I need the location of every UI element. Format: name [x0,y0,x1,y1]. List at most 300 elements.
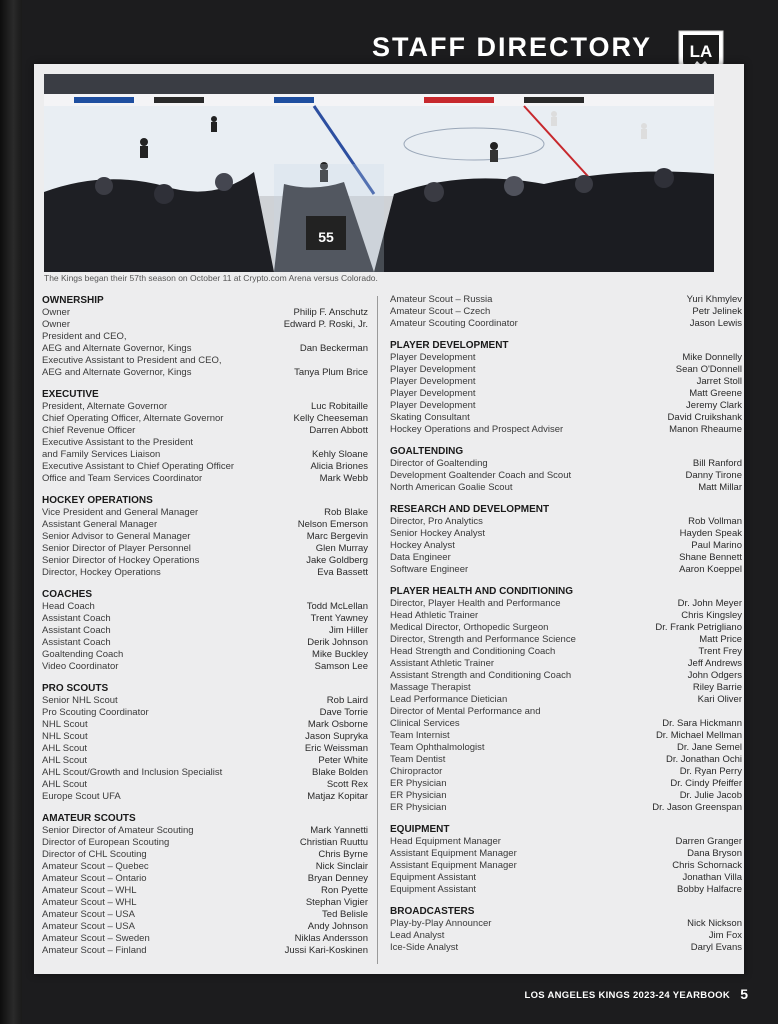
staff-name: Chris Byrne [318,849,368,860]
staff-row [390,482,742,494]
arena-photo [44,74,714,272]
staff-name: Ted Belisle [322,909,368,920]
staff-role: Director, Pro Analytics [390,516,483,527]
staff-role: Amateur Scout – Russia [390,294,493,305]
staff-row [390,412,742,424]
staff-name: Jeff Andrews [687,658,742,669]
staff-role: AEG and Alternate Governor, Kings [42,343,192,354]
staff-name: Stephan Vigier [305,897,368,908]
staff-role: Skating Consultant [390,412,470,423]
staff-row [390,634,742,646]
staff-row [42,719,368,731]
staff-name: Kari Oliver [697,694,742,705]
staff-role: Director of European Scouting [42,837,170,848]
staff-role: North American Goalie Scout [390,482,513,493]
staff-role: Assistant General Manager [42,519,158,530]
staff-row [390,564,742,576]
staff-name: Niklas Andersson [294,933,368,944]
staff-name: Mike Donnelly [682,352,742,363]
staff-name: Chris Schornack [672,860,742,871]
staff-row [42,695,368,707]
staff-name: Dr. Julie Jacob [679,790,742,801]
staff-row [390,352,742,364]
staff-name: Petr Jelinek [692,306,742,317]
staff-role: Owner [42,319,70,330]
staff-row [42,909,368,921]
staff-role: Player Development [390,376,476,387]
page-title: STAFF DIRECTORY [372,32,653,62]
staff-role: Video Coordinator [42,661,119,672]
staff-role: Play-by-Play Announcer [390,918,492,929]
staff-role: Player Development [390,388,476,399]
staff-row [390,860,742,872]
staff-row [390,706,742,718]
staff-name: Samson Lee [314,661,368,672]
staff-row [42,343,368,355]
staff-row [42,307,368,319]
staff-name: Matt Price [699,634,742,645]
section-title: PLAYER DEVELOPMENT [390,340,509,351]
staff-name: Manon Rheaume [669,424,742,435]
staff-role: and Family Services Liaison [42,449,161,460]
section-title: GOALTENDING [390,446,464,457]
staff-row [390,388,742,400]
staff-name: Dr. Jane Semel [677,742,742,753]
staff-role: AEG and Alternate Governor, Kings [42,367,192,378]
staff-name: Shane Bennett [679,552,742,563]
staff-row [42,933,368,945]
staff-name: Mark Webb [319,473,368,484]
staff-row [390,294,742,306]
staff-name: Eva Bassett [317,567,368,578]
staff-row [42,555,368,567]
staff-role: Senior Director of Amateur Scouting [42,825,194,836]
staff-role: Pro Scouting Coordinator [42,707,149,718]
staff-row [390,872,742,884]
staff-role: Assistant Equipment Manager [390,848,517,859]
staff-role: Massage Therapist [390,682,471,693]
staff-row [42,945,368,957]
staff-row [390,778,742,790]
staff-name: Andy Johnson [307,921,368,932]
staff-name: Jason Supryka [305,731,368,742]
staff-name: Jake Goldberg [306,555,368,566]
staff-name: Sean O'Donnell [675,364,742,375]
staff-row [42,625,368,637]
staff-row [390,516,742,528]
staff-row [42,473,368,485]
staff-role: Goaltending Coach [42,649,124,660]
staff-role: Lead Performance Dietician [390,694,508,705]
staff-name: Jarret Stoll [696,376,742,387]
staff-name: Peter White [318,755,368,766]
staff-row [42,861,368,873]
staff-row [390,754,742,766]
staff-role: Senior NHL Scout [42,695,118,706]
staff-role: President and CEO, [42,331,127,342]
staff-role: Equipment Assistant [390,872,477,883]
staff-row [42,731,368,743]
staff-role: Director, Strength and Performance Science [390,634,576,645]
staff-name: John Odgers [687,670,742,681]
staff-role: Vice President and General Manager [42,507,199,518]
staff-name: Dr. Frank Petrigliano [655,622,742,633]
staff-row [390,610,742,622]
staff-role: Director of Mental Performance and [390,706,541,717]
staff-row [390,552,742,564]
staff-role: Office and Team Services Coordinator [42,473,203,484]
staff-name: Nelson Emerson [297,519,368,530]
staff-role: Assistant Coach [42,625,111,636]
staff-name: Jeremy Clark [686,400,742,411]
staff-role: Medical Director, Orthopedic Surgeon [390,622,549,633]
staff-row [390,400,742,412]
staff-row [42,567,368,579]
staff-name: Hayden Speak [679,528,742,539]
staff-role: ER Physician [390,778,447,789]
staff-row [390,730,742,742]
staff-row [42,649,368,661]
staff-role: Europe Scout UFA [42,791,121,802]
staff-name: Rob Vollman [688,516,742,527]
directory-section [42,294,368,379]
staff-row [42,401,368,413]
staff-role: Equipment Assistant [390,884,477,895]
staff-row [390,790,742,802]
staff-role: Director of Goaltending [390,458,488,469]
staff-row [390,682,742,694]
section-title: OWNERSHIP [42,295,104,306]
staff-row [390,622,742,634]
staff-row [390,540,742,552]
staff-role: Executive Assistant to the President [42,437,194,448]
staff-row [390,458,742,470]
staff-role: Hockey Analyst [390,540,455,551]
staff-row [42,601,368,613]
staff-role: Amateur Scout – USA [42,909,135,920]
staff-row [42,791,368,803]
staff-name: Jussi Kari-Koskinen [284,945,368,956]
staff-name: Matjaz Kopitar [307,791,368,802]
staff-role: Development Goaltender Coach and Scout [390,470,572,481]
staff-role: Player Development [390,364,476,375]
staff-name: Dr. Cindy Pfeiffer [670,778,742,789]
staff-row [42,507,368,519]
staff-row [390,646,742,658]
staff-row [42,461,368,473]
staff-name: David Cruikshank [667,412,742,423]
staff-row [42,437,368,449]
staff-name: Eric Weissman [304,743,368,754]
staff-row [42,531,368,543]
staff-name: Mark Yannetti [310,825,368,836]
directory-section [42,588,368,673]
directory-section [390,445,742,494]
staff-row [390,470,742,482]
staff-name: Jason Lewis [689,318,742,329]
staff-row [42,873,368,885]
staff-row [390,802,742,814]
section-title: AMATEUR SCOUTS [42,813,136,824]
staff-row [42,637,368,649]
staff-role: Senior Director of Hockey Operations [42,555,200,566]
section-title: EQUIPMENT [390,824,450,835]
staff-role: Amateur Scout – USA [42,921,135,932]
staff-row [42,543,368,555]
staff-row [390,670,742,682]
staff-row [42,779,368,791]
staff-name: Tanya Plum Brice [294,367,368,378]
staff-name: Mark Osborne [307,719,368,730]
staff-role: Director, Hockey Operations [42,567,161,578]
staff-row [390,364,742,376]
staff-row [390,848,742,860]
staff-row [42,743,368,755]
staff-name: Jim Hiller [328,625,368,636]
staff-name: Matt Greene [689,388,742,399]
staff-row [390,598,742,610]
staff-name: Marc Bergevin [306,531,368,542]
staff-name: Dr. Jonathan Ochi [665,754,742,765]
staff-role: NHL Scout [42,719,88,730]
staff-role: Head Athletic Trainer [390,610,479,621]
staff-role: Owner [42,307,70,318]
staff-row [42,367,368,379]
staff-name: Darren Granger [675,836,742,847]
staff-role: Team Ophthalmologist [390,742,485,753]
staff-name: Blake Bolden [312,767,368,778]
staff-name: Bobby Halfacre [677,884,742,895]
staff-role: AHL Scout [42,743,88,754]
svg-text:55: 55 [318,229,334,245]
staff-name: Jonathan Villa [682,872,742,883]
book-spine-edge [0,0,22,1024]
staff-row [390,376,742,388]
staff-role: ER Physician [390,790,447,801]
staff-role: Hockey Operations and Prospect Adviser [390,424,564,435]
staff-role: Player Development [390,400,476,411]
staff-row [390,742,742,754]
staff-role: Player Development [390,352,476,363]
staff-row [390,658,742,670]
staff-row [390,918,742,930]
staff-row [42,767,368,779]
staff-role: Senior Director of Player Personnel [42,543,191,554]
staff-name: Jim Fox [708,930,742,941]
section-title: PRO SCOUTS [42,683,109,694]
staff-name: Paul Marino [691,540,742,551]
right-column [390,294,742,963]
staff-name: Dr. Sara Hickmann [662,718,742,729]
staff-role: Amateur Scout – Ontario [42,873,147,884]
staff-row [390,306,742,318]
staff-role: Head Strength and Conditioning Coach [390,646,556,657]
staff-role: Ice-Side Analyst [390,942,459,953]
staff-row [42,613,368,625]
staff-name: Edward P. Roski, Jr. [283,319,368,330]
staff-name: Philip F. Anschutz [293,307,368,318]
staff-row [390,528,742,540]
staff-row [42,661,368,673]
staff-name: Dr. Michael Mellman [655,730,742,741]
staff-role: Team Dentist [390,754,446,765]
staff-name: Dave Torrie [319,707,368,718]
section-title: EXECUTIVE [42,389,99,400]
directory-section [390,339,742,436]
staff-name: Matt Millar [698,482,742,493]
staff-role: Lead Analyst [390,930,445,941]
staff-name: Trent Frey [698,646,742,657]
staff-name: Dr. John Meyer [677,598,742,609]
staff-name: Bryan Denney [307,873,368,884]
staff-name: Bill Ranford [692,458,742,469]
staff-role: Assistant Equipment Manager [390,860,517,871]
staff-role: Software Engineer [390,564,469,575]
staff-name: Luc Robitaille [310,401,368,412]
staff-name: Nick Nickson [687,918,742,929]
staff-role: AHL Scout [42,779,88,790]
staff-role: Chief Operating Officer, Alternate Governor [42,413,224,424]
staff-row [390,836,742,848]
staff-row [390,766,742,778]
staff-name: Yuri Khmylev [686,294,742,305]
staff-role: Amateur Scouting Coordinator [390,318,518,329]
staff-name: Derik Johnson [307,637,368,648]
staff-row [390,884,742,896]
staff-role: Head Coach [42,601,95,612]
staff-role: Chief Revenue Officer [42,425,136,436]
section-title: BROADCASTERS [390,906,475,917]
staff-role: AHL Scout/Growth and Inclusion Specialist [42,767,223,778]
staff-row [390,424,742,436]
staff-role: Assistant Athletic Trainer [390,658,495,669]
directory-page [34,64,744,974]
staff-role: Amateur Scout – Finland [42,945,147,956]
directory-section [390,585,742,814]
staff-role: Executive Assistant to President and CEO, [42,355,222,366]
staff-name: Kehly Sloane [312,449,368,460]
svg-text:LA: LA [689,42,713,61]
staff-row [42,355,368,367]
staff-row [42,425,368,437]
staff-role: Amateur Scout – WHL [42,885,137,896]
photo-caption: The Kings began their 57th season on October 11 at Crypto.com Arena versus Colorado. [44,273,378,283]
directory-section [42,682,368,803]
staff-name: Chris Kingsley [681,610,742,621]
staff-row [390,942,742,954]
staff-row [42,707,368,719]
section-title: HOCKEY OPERATIONS [42,495,153,506]
section-title: PLAYER HEALTH AND CONDITIONING [390,586,573,597]
staff-name: Ron Pyette [321,885,368,896]
staff-name: Glen Murray [315,543,368,554]
staff-role: Director of CHL Scouting [42,849,147,860]
staff-role: Amateur Scout – Czech [390,306,491,317]
staff-role: Senior Advisor to General Manager [42,531,191,542]
directory-section [42,388,368,485]
staff-role: Senior Hockey Analyst [390,528,486,539]
staff-row [42,449,368,461]
staff-name: Dan Beckerman [299,343,368,354]
staff-name: Todd McLellan [306,601,368,612]
staff-name: Christian Ruuttu [299,837,368,848]
staff-name: Rob Laird [326,695,368,706]
staff-row [390,694,742,706]
staff-row [42,755,368,767]
staff-role: Data Engineer [390,552,451,563]
staff-row [42,921,368,933]
staff-name: Aaron Koeppel [679,564,742,575]
staff-row [42,837,368,849]
staff-role: Amateur Scout – Quebec [42,861,149,872]
section-title: COACHES [42,589,93,600]
staff-role: Director, Player Health and Performance [390,598,561,609]
staff-role: Head Equipment Manager [390,836,501,847]
page-number: 5 [740,986,748,1002]
directory-section [42,812,368,957]
left-column [42,294,368,966]
staff-role: Amateur Scout – WHL [42,897,137,908]
staff-name: Dr. Jason Greenspan [652,802,742,813]
staff-name: Kelly Cheeseman [293,413,368,424]
staff-name: Trent Yawney [310,613,368,624]
staff-role: Chiropractor [390,766,443,777]
staff-role: Executive Assistant to Chief Operating Officer [42,461,235,472]
staff-name: Riley Barrie [692,682,742,693]
column-divider [377,296,378,964]
staff-role: NHL Scout [42,731,88,742]
staff-role: President, Alternate Governor [42,401,168,412]
staff-role: Amateur Scout – Sweden [42,933,150,944]
staff-name: Daryl Evans [690,942,742,953]
staff-role: Assistant Coach [42,637,111,648]
staff-name: Dr. Ryan Perry [679,766,742,777]
staff-role: AHL Scout [42,755,88,766]
staff-row [42,413,368,425]
staff-role: ER Physician [390,802,447,813]
staff-row [42,519,368,531]
directory-section [390,823,742,896]
directory-section [42,494,368,579]
directory-section [390,294,742,330]
staff-name: Darren Abbott [309,425,368,436]
staff-row [390,718,742,730]
staff-role: Clinical Services [390,718,460,729]
staff-name: Dana Bryson [687,848,742,859]
staff-name: Alicia Briones [310,461,368,472]
staff-role: Assistant Strength and Conditioning Coach [390,670,572,681]
staff-row [390,318,742,330]
staff-role: Assistant Coach [42,613,111,624]
directory-section [390,905,742,954]
staff-name: Danny Tirone [685,470,742,481]
staff-role: Team Internist [390,730,450,741]
staff-name: Scott Rex [326,779,368,790]
staff-row [42,849,368,861]
section-title: RESEARCH AND DEVELOPMENT [390,504,550,515]
directory-section [390,503,742,576]
staff-row [42,897,368,909]
staff-name: Rob Blake [324,507,368,518]
staff-row [390,930,742,942]
staff-row [42,331,368,343]
footer-publication: LOS ANGELES KINGS 2023-24 YEARBOOK [524,990,730,1001]
staff-name: Mike Buckley [312,649,368,660]
staff-row [42,885,368,897]
staff-row [42,825,368,837]
staff-row [42,319,368,331]
staff-name: Nick Sinclair [315,861,368,872]
